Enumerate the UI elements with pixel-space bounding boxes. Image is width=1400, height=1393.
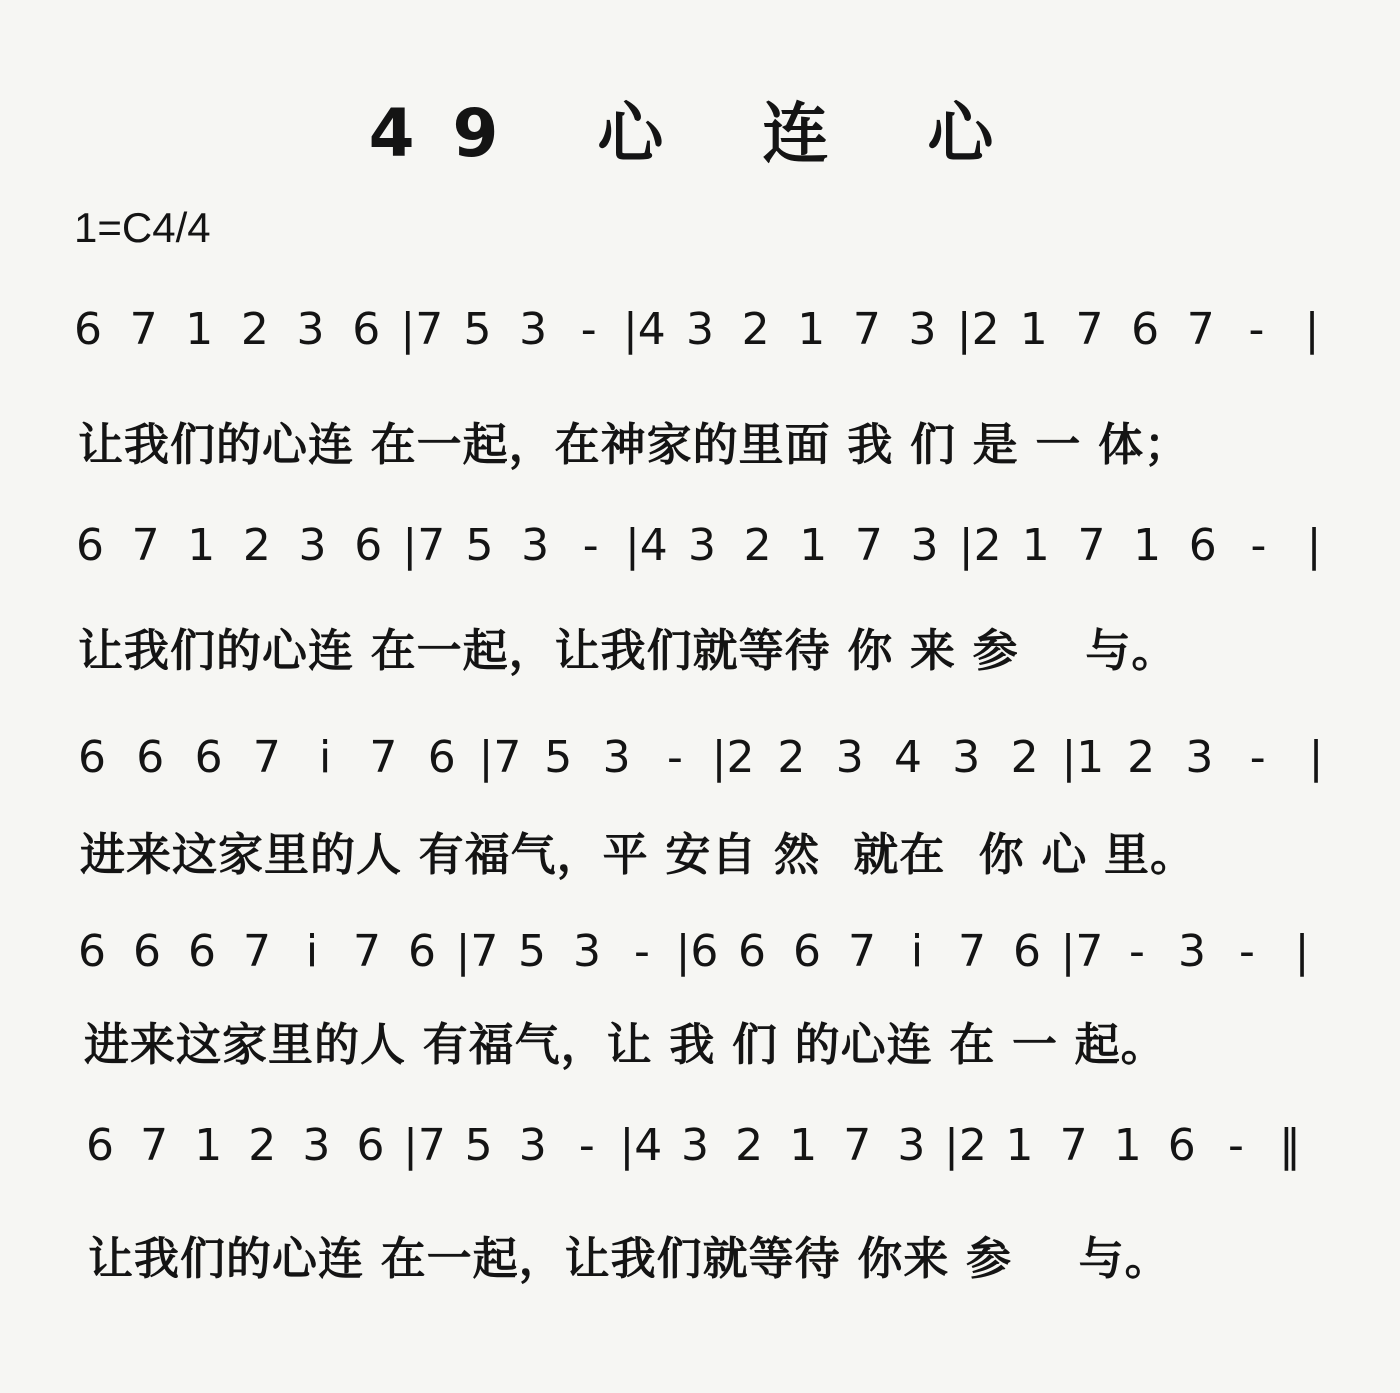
notation-symbol: 6 (738, 926, 766, 977)
notation-symbol: 3 (573, 926, 601, 977)
notation-symbol: 3 (681, 1120, 709, 1171)
barline: ‖ (1279, 1120, 1301, 1171)
notation-symbol: i (318, 732, 332, 783)
notation-row (74, 304, 1319, 355)
notation-symbol: 3 (521, 520, 550, 571)
notation-symbol: 1 (799, 520, 828, 571)
notation-symbol: 1 (797, 304, 826, 355)
notation-symbol: 2 (240, 304, 269, 355)
notation-symbol: |4 (622, 304, 666, 355)
notation-row (78, 926, 1309, 977)
lyric-line-5: 让我们的心连 在一起，让我们就等待 你来 参 与。 (88, 1232, 1171, 1285)
notation-symbol: - (582, 520, 599, 571)
notation-symbol: |2 (711, 732, 755, 783)
notation-symbol: 1 (1133, 520, 1162, 571)
notation-symbol: 6 (133, 926, 161, 977)
notation-symbol: 2 (777, 732, 806, 783)
notation-symbol: 7 (854, 520, 883, 571)
notation-symbol: 3 (688, 520, 716, 571)
lyric-line-2: 让我们的心连 在一起，让我们就等待 你 来 参 与。 (78, 624, 1178, 677)
notation-symbol: 5 (463, 304, 492, 355)
notation-symbol: 7 (1077, 520, 1106, 571)
notation-symbol: 7 (353, 926, 381, 977)
notation-symbol: 1 (194, 1120, 223, 1171)
lyric-line-1: 让我们的心连 在一起，在神家的里面 我 们 是 一 体； (78, 418, 1191, 471)
notation-symbol: 1 (1021, 520, 1050, 571)
notation-symbol: |2 (958, 520, 1002, 571)
notation-row (78, 732, 1323, 783)
notation-symbol: |7 (402, 520, 446, 571)
notation-symbol: - (666, 732, 683, 783)
notation-symbol: 6 (188, 926, 216, 977)
notation-symbol: |7 (478, 732, 522, 783)
notation-symbol: 2 (1010, 732, 1039, 783)
song-title: 49 心 连 心 (368, 95, 1032, 172)
notation-symbol: 7 (848, 926, 876, 977)
notation-symbol: 2 (1127, 732, 1156, 783)
lyric-line-3: 进来这家里的人 有福气，平 安自 然 就在 你 心 里。 (80, 828, 1197, 881)
notation-symbol: |2 (944, 1120, 987, 1171)
notation-symbol: 6 (86, 1120, 114, 1171)
notation-symbol: 3 (302, 1120, 331, 1171)
lyric-line-4: 进来这家里的人 有福气，让 我 们 的心连 在 一 起。 (84, 1018, 1167, 1071)
notation-symbol: 2 (743, 520, 772, 571)
notation-symbol: - (1249, 732, 1266, 783)
notation-symbol: |4 (624, 520, 668, 571)
notation-symbol: i (910, 926, 924, 977)
notation-row (86, 1120, 1301, 1171)
notation-symbol: 7 (140, 1120, 169, 1171)
notation-symbol: 4 (894, 732, 922, 783)
notation-symbol: 6 (354, 520, 383, 571)
notation-symbol: 1 (1005, 1120, 1034, 1171)
notation-symbol: 7 (129, 304, 158, 355)
notation-symbol: 6 (427, 732, 456, 783)
barline: | (1306, 520, 1322, 571)
barline: | (1294, 926, 1310, 977)
notation-row (76, 520, 1321, 571)
notation-symbol: 5 (465, 520, 494, 571)
notation-symbol: 7 (131, 520, 160, 571)
notation-symbol: 3 (298, 520, 327, 571)
notation-symbol: 7 (958, 926, 986, 977)
notation-symbol: 1 (789, 1120, 818, 1171)
notation-symbol: 5 (518, 926, 546, 977)
notation-symbol: 6 (408, 926, 436, 977)
notation-symbol: 7 (1075, 304, 1104, 355)
notation-symbol: 7 (852, 304, 881, 355)
notation-symbol: |7 (1060, 926, 1104, 977)
notation-symbol: 5 (544, 732, 573, 783)
notation-symbol: 3 (686, 304, 714, 355)
notation-symbol: 3 (897, 1120, 926, 1171)
notation-symbol: 1 (187, 520, 216, 571)
notation-symbol: 2 (735, 1120, 764, 1171)
notation-symbol: - (634, 926, 650, 977)
notation-symbol: 6 (793, 926, 821, 977)
notation-symbol: 6 (136, 732, 165, 783)
notation-symbol: 3 (952, 732, 981, 783)
notation-symbol: 6 (352, 304, 381, 355)
notation-symbol: 2 (242, 520, 271, 571)
notation-symbol: |4 (619, 1120, 663, 1171)
notation-symbol: 7 (243, 926, 271, 977)
notation-symbol: - (1239, 926, 1255, 977)
notation-symbol: - (1227, 1120, 1244, 1171)
notation-symbol: - (1248, 304, 1265, 355)
notation-symbol: 7 (252, 732, 281, 783)
notation-symbol: 5 (464, 1120, 493, 1171)
barline: | (1308, 732, 1324, 783)
notation-symbol: 2 (248, 1120, 277, 1171)
notation-symbol: 6 (1131, 304, 1160, 355)
notation-symbol: 3 (296, 304, 325, 355)
notation-symbol: 7 (369, 732, 398, 783)
notation-symbol: 6 (1013, 926, 1041, 977)
notation-symbol: 6 (1188, 520, 1217, 571)
notation-symbol: - (1250, 520, 1267, 571)
notation-symbol: 6 (76, 520, 104, 571)
notation-symbol: 6 (78, 732, 106, 783)
notation-symbol: 3 (908, 304, 937, 355)
notation-symbol: 3 (518, 1120, 547, 1171)
notation-symbol: |7 (455, 926, 499, 977)
notation-symbol: 3 (519, 304, 548, 355)
barline: | (1304, 304, 1320, 355)
notation-symbol: |1 (1061, 732, 1105, 783)
notation-symbol: 7 (1059, 1120, 1088, 1171)
notation-symbol: 2 (741, 304, 770, 355)
notation-symbol: 7 (1186, 304, 1215, 355)
notation-symbol: 6 (1167, 1120, 1196, 1171)
notation-symbol: 1 (185, 304, 214, 355)
notation-symbol: |2 (956, 304, 1000, 355)
key-signature: 1=C4/4 (74, 204, 211, 251)
notation-symbol: 6 (356, 1120, 385, 1171)
notation-symbol: |6 (675, 926, 719, 977)
notation-symbol: 3 (835, 732, 864, 783)
notation-symbol: 1 (1019, 304, 1048, 355)
notation-symbol: 7 (843, 1120, 872, 1171)
notation-symbol: 6 (74, 304, 102, 355)
notation-symbol: 3 (910, 520, 939, 571)
notation-symbol: 1 (1113, 1120, 1142, 1171)
notation-symbol: i (305, 926, 319, 977)
notation-symbol: 3 (1178, 926, 1206, 977)
notation-symbol: 6 (194, 732, 223, 783)
notation-symbol: - (580, 304, 597, 355)
notation-symbol: 6 (78, 926, 106, 977)
notation-symbol: |7 (400, 304, 444, 355)
notation-symbol: 3 (1185, 732, 1214, 783)
notation-symbol: - (578, 1120, 595, 1171)
notation-symbol: |7 (403, 1120, 446, 1171)
notation-symbol: - (1129, 926, 1145, 977)
notation-symbol: 3 (602, 732, 631, 783)
